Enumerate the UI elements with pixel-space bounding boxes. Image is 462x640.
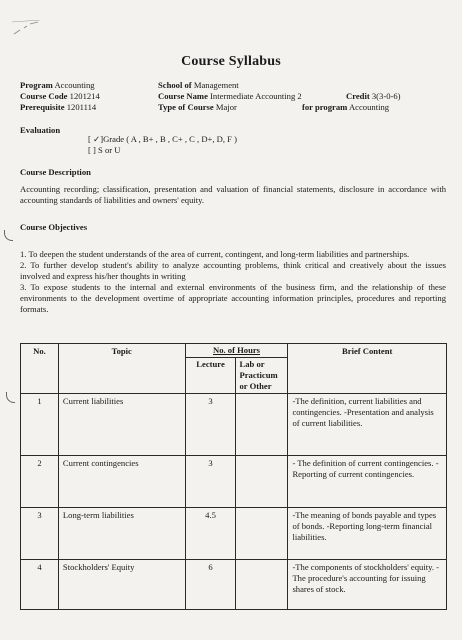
course-code-value: 1201214 bbox=[69, 91, 100, 101]
course-topics-table bbox=[20, 343, 447, 610]
course-info bbox=[20, 80, 401, 113]
program-label: Program bbox=[20, 80, 53, 90]
description-text: Accounting recording; classification, presentation and valuation of financial statements, disclosure in accordance with accounting standards of liabilities and owners' equity. bbox=[20, 184, 446, 205]
objective-item: 3. To expose students to the internal and external environments of the business firm, and the relationship of these environments to the development overtime of appropriate accounting information principles, procedures and reporting formats. bbox=[20, 282, 446, 314]
info-row-1 bbox=[20, 80, 239, 91]
row-no: 4 bbox=[21, 560, 59, 610]
header-brief: Brief Content bbox=[288, 344, 447, 394]
row-topic: Current liabilities bbox=[58, 394, 185, 456]
header-lecture: Lecture bbox=[185, 358, 236, 394]
info-row-2 bbox=[20, 91, 401, 102]
row-lecture: 6 bbox=[185, 560, 236, 610]
prerequisite-value: 1201114 bbox=[66, 102, 97, 112]
grade-option: [ ✓]Grade ( A , B+ , B , C+ , C , D+, D, F ) bbox=[88, 134, 237, 144]
row-topic: Long-term liabilities bbox=[58, 508, 185, 560]
table-row bbox=[21, 508, 447, 560]
description-heading: Course Description bbox=[20, 167, 91, 177]
prerequisite-label: Prerequisite bbox=[20, 102, 65, 112]
header-topic: Topic bbox=[58, 344, 185, 394]
row-brief: -The definition, current liabilities and contingencies. -Presentation and analysis of current liabilities. bbox=[288, 394, 447, 456]
table-row bbox=[21, 456, 447, 508]
school-value: Management bbox=[193, 80, 239, 90]
course-name-value: Intermediate Accounting 2 bbox=[210, 91, 302, 101]
row-brief: -The meaning of bonds payable and types of bonds. -Reporting long-term financial liabilities. bbox=[288, 508, 447, 560]
header-lab: Lab or Practicum or Other bbox=[236, 358, 288, 394]
document-title: Course Syllabus bbox=[181, 54, 281, 69]
row-no: 1 bbox=[21, 394, 59, 456]
objectives-list bbox=[20, 249, 446, 315]
row-lab bbox=[236, 560, 288, 610]
table-row bbox=[21, 394, 447, 456]
row-topic: Stockholders' Equity bbox=[58, 560, 185, 610]
evaluation-heading: Evaluation bbox=[20, 125, 61, 135]
row-no: 3 bbox=[21, 508, 59, 560]
evaluation-options bbox=[88, 134, 237, 156]
row-lab bbox=[236, 394, 288, 456]
course-type-value: Major bbox=[215, 102, 237, 112]
row-no: 2 bbox=[21, 456, 59, 508]
row-lab bbox=[236, 508, 288, 560]
for-program-label: for program bbox=[302, 102, 348, 112]
program-value: Accounting bbox=[54, 80, 95, 90]
school-label: School of bbox=[158, 80, 192, 90]
objective-item: 1. To deepen the student understands of the area of current, contingent, and long-term liabilities and partnerships. bbox=[20, 249, 410, 259]
row-lecture: 3 bbox=[185, 394, 236, 456]
margin-mark-icon bbox=[4, 230, 13, 241]
for-program-value: Accounting bbox=[348, 102, 390, 112]
su-option: [ ] S or U bbox=[88, 145, 121, 155]
credit-label: Credit bbox=[346, 91, 370, 101]
row-brief: -The components of stockholders' equity. -The procedure's accounting for issuing shares of stock. bbox=[288, 560, 447, 610]
info-row-3 bbox=[20, 102, 390, 113]
course-name-label: Course Name bbox=[158, 91, 208, 101]
course-code-label: Course Code bbox=[20, 91, 68, 101]
row-topic: Current contingencies bbox=[58, 456, 185, 508]
row-lecture: 3 bbox=[185, 456, 236, 508]
course-type-label: Type of Course bbox=[158, 102, 214, 112]
header-no: No. bbox=[21, 344, 59, 394]
row-lecture: 4.5 bbox=[185, 508, 236, 560]
row-brief: - The definition of current contingencies. - Reporting of current contingencies. bbox=[288, 456, 447, 508]
table-header-row bbox=[21, 344, 447, 358]
objective-item: 2. To further develop student's ability to analyze accounting problems, think critical and creatively about the issues involved and express his/her thoughts in writing bbox=[20, 260, 446, 281]
table-row bbox=[21, 560, 447, 610]
credit-value: 3(3-0-6) bbox=[371, 91, 401, 101]
scan-mark-icon bbox=[12, 20, 42, 38]
row-lab bbox=[236, 456, 288, 508]
margin-mark-icon bbox=[6, 392, 15, 403]
header-hours: No. of Hours bbox=[185, 344, 288, 358]
objectives-heading: Course Objectives bbox=[20, 222, 88, 232]
